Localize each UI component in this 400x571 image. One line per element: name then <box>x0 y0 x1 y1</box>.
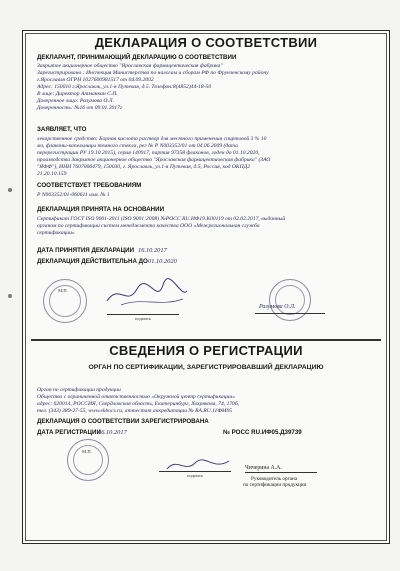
registration-title: СВЕДЕНИЯ О РЕГИСТРАЦИИ <box>109 343 303 358</box>
registration-line: адрес: 620014, РОССИЯ, Свердловская область, Екатеринбург, Хохрякова, 74, 1706, <box>37 401 240 407</box>
requirements-heading: СООТВЕТСТВУЕТ ТРЕБОВАНИЯМ <box>37 182 142 189</box>
registration-divider <box>31 339 381 341</box>
registration-subtitle: ОРГАН ПО СЕРТИФИКАЦИИ, ЗАРЕГИСТРИРОВАВШИЙ ДЕКЛАРАЦИЮ <box>88 364 324 371</box>
registration-line: тел. (343) 389-27-55, www.ekbocs.ru, аттестат аккредитации № RA.RU.11ФМ05 <box>37 408 233 414</box>
valid-date: 01.10.2020 <box>148 258 177 265</box>
declaration-title: ДЕКЛАРАЦИЯ О СООТВЕТСТВИИ <box>94 35 318 50</box>
signature-caption: подпись <box>134 316 151 321</box>
position-line: по сертификации продукции <box>243 482 307 488</box>
claims-line: лекарственное средство: Борная кислота раствор для местного применения спиртовой 3 % 10 <box>37 136 267 142</box>
registration-seal-caption: М.П. <box>82 449 92 454</box>
declarant-signature <box>101 277 191 311</box>
basis-line: органом по сертификации систем менеджмента качества ООО «Межрегиональная служба <box>37 223 260 229</box>
declarant-line: В лице: Директор Атманкин С.П. <box>37 91 118 97</box>
registration-signature <box>163 455 233 475</box>
signer-name: Разумова О.Л. <box>259 304 296 310</box>
basis-heading: ДЕКЛАРАЦИЯ ПРИНЯТА НА ОСНОВАНИИ <box>37 206 165 213</box>
reg-signer: Чичерина А.А. <box>245 465 282 471</box>
accept-date-label: ДАТА ПРИНЯТИЯ ДЕКЛАРАЦИИ <box>37 247 135 254</box>
claims-line: 21.20.10.159 <box>37 171 67 177</box>
claims-line: производства Закрытое акционерное общество "Ярославская фармацевтическая фабрика" (ЗАО <box>37 157 271 163</box>
claims-line: мл, флаконы-капельницы темного стекла, рег № Р N003352/01 от 04.06.2009 (дата <box>37 143 238 149</box>
requirements-line: Р N003352/01-060611 изм. № 1 <box>37 192 110 198</box>
position-line: Руководитель органа <box>251 476 298 482</box>
accept-date: 16.10.2017 <box>138 247 167 254</box>
declarant-heading: ДЕКЛАРАНТ, ПРИНИМАЮЩИЙ ДЕКЛАРАЦИЮ О СООТВЕТСТВИИ <box>37 54 237 61</box>
declarant-line: Доверенность: №16 от 09.01.2017г <box>37 105 123 111</box>
reg-date: 16.10.2017 <box>98 429 127 436</box>
declarant-line: г.Ярославля ОГРН 1027600981517 от 04.09.2002 <box>37 77 154 83</box>
claims-line: "ЯФФ"), ИНН 7607006479, 150030, г. Ярославль, ул.1-я Путевая, д.5, Россия, код ОКПД2 <box>37 164 251 170</box>
valid-label: ДЕКЛАРАЦИЯ ДЕЙСТВИТЕЛЬНА ДО <box>37 258 148 265</box>
declarant-seal <box>43 279 87 323</box>
registration-line: Орган по сертификации продукции <box>37 387 121 393</box>
stamp-circle <box>269 279 311 321</box>
punch-hole <box>8 188 12 192</box>
punch-hole <box>8 294 12 298</box>
reg-signature-caption: подпись <box>186 473 203 478</box>
registration-line: Общество с ограниченной ответственностью «Окружной центр сертификации» <box>37 394 235 400</box>
declarant-line: Закрытое акционерное общество "Ярославская фармацевтическая фабрика" <box>37 63 223 69</box>
claims-line: перерегистрации РУ 19.10.2015), серия 140917, партия 97358 флаконов, годен до 01.10.2020, <box>37 150 260 156</box>
reg-number: № РОСС RU.ИФ05.Д39739 <box>223 429 302 436</box>
registered-heading: ДЕКЛАРАЦИЯ О СООТВЕТСТВИИ ЗАРЕГИСТРИРОВАНА <box>37 418 209 425</box>
registration-seal <box>67 439 109 481</box>
declarant-line: Адрес: 150010 г.Ярославль, ул.1-я Путевая, д.5. Телефон:8(4852)44-18-50 <box>37 84 212 90</box>
claims-heading: ЗАЯВЛЯЕТ, ЧТО <box>37 126 87 133</box>
seal-caption: М.П. <box>58 288 68 293</box>
declarant-line: Зарегистрировано : Инспекция Министерства по налогам и сборам РФ по Фрунзенскому району <box>37 70 269 76</box>
reg-signer-rule <box>245 472 317 473</box>
declarant-line: Доверенное лицо: Разумова О.Л. <box>37 98 114 104</box>
signature-rule <box>107 314 179 315</box>
declaration-sheet <box>22 30 390 544</box>
signer-rule <box>255 313 325 314</box>
basis-line: сертификации» <box>37 230 75 236</box>
reg-signature-rule <box>159 471 231 472</box>
reg-date-label: ДАТА РЕГИСТРАЦИИ <box>37 429 101 436</box>
basis-line: Сертификат ГОСТ ISO 9001-2011 (ISO 9001:2008) №РОСС RU.ИФ19.К00119 от 02.02.2017, выданный <box>37 216 286 222</box>
